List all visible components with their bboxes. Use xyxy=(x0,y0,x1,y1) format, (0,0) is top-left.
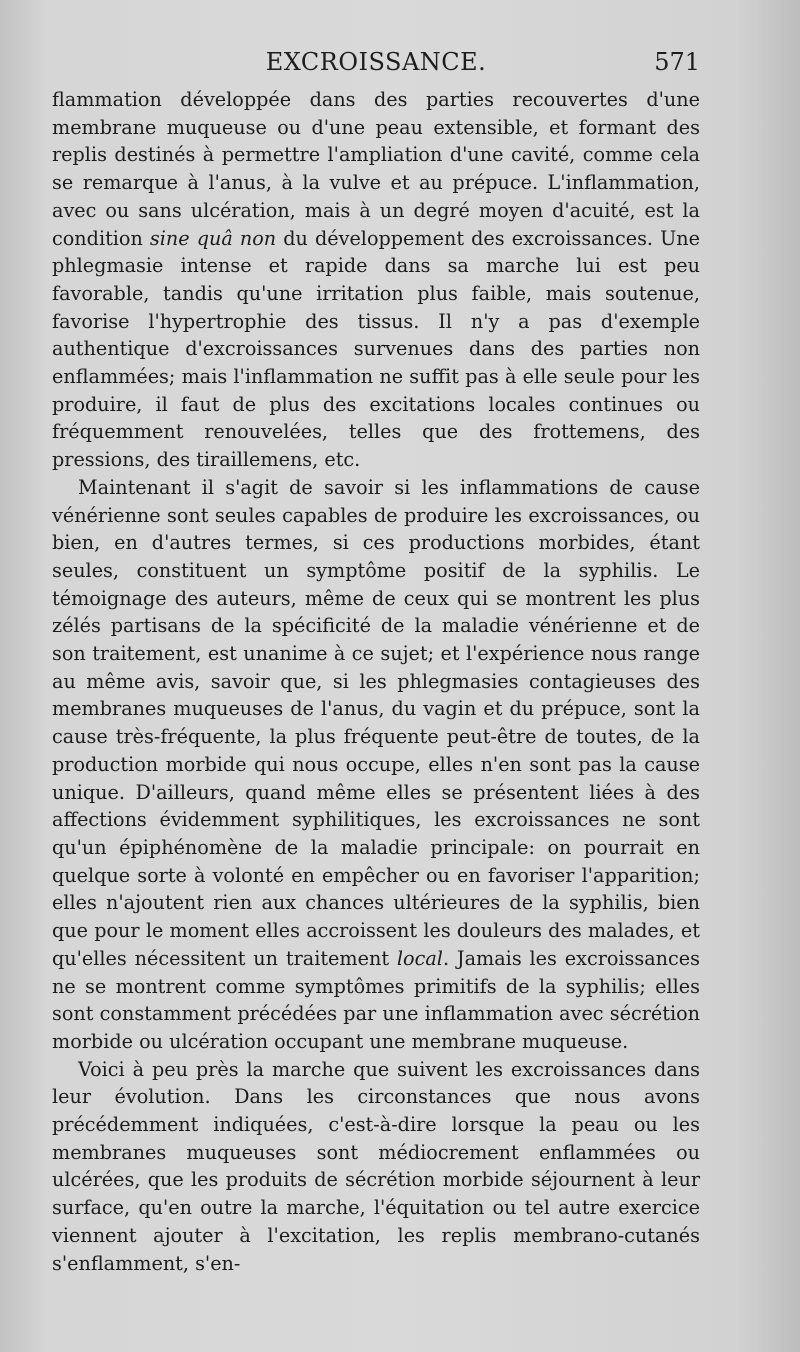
italic-phrase: sine quâ non xyxy=(149,226,277,250)
text-segment: Maintenant il s'agit de savoir si les inflammations de cause vénérienne sont seules capables de produire les excroissances, ou bien, en d'autres termes, si ces productions morbides, étant seules, constituent un symptôme positif de la syphilis. Le témoignage des auteurs, même de ceux qui se montrent les plus zélés partisans de la spécificité de la maladie vénérienne et de son traitement, est unanime à ce sujet; et l'expérience nous range au même avis, savoir que, si les phlegmasies contagieuses des membranes muqueuses de l'anus, du vagin et du prépuce, sont la cause très-fréquente, la plus fréquente peut-être de toutes, de la production morbide qui nous occupe, elles n'en sont pas la cause unique. D'ailleurs, quand même elles se présentent liées à des affections évidemment syphilitiques, les excroissances ne sont qu'un épiphénomène de la maladie principale: on pourrait en quelque sorte à volonté en empêcher ou en favoriser l'apparition; elles n'ajoutent rien aux chances ultérieures de la syphilis, bien que pour le moment elles accroissent les douleurs des malades, et qu'elles nécessitent un traitement xyxy=(52,475,700,970)
page-number: 571 xyxy=(654,48,700,76)
paragraph-1 xyxy=(52,86,700,474)
body-text xyxy=(52,86,700,1277)
text-segment: du développement des excroissances. Une phlegmasie intense et rapide dans sa marche lui est peu favorable, tandis qu'une irritation plus faible, mais soutenue, favorise l'hypertrophie des tissus. Il n'y a pas d'exemple authentique d'excroissances survenues dans des parties non enflammées; mais l'inflammation ne suffit pas à elle seule pour les produire, il faut de plus des excitations locales continues ou fréquemment renouvelées, telles que des frottemens, des pressions, des tiraillemens, etc. xyxy=(52,226,700,472)
running-title: EXCROISSANCE. xyxy=(265,48,487,76)
page-header xyxy=(52,44,700,84)
paragraph-2 xyxy=(52,474,700,1056)
text-segment: Voici à peu près la marche que suivent les excroissances dans leur évolution. Dans les circonstances que nous avons précédemment indiquées, c'est-à-dire lorsque la peau ou les membranes muqueuses sont médiocrement enflammées ou ulcérées, que les produits de sécrétion morbide séjournent à leur surface, qu'en outre la marche, l'équitation ou tel autre exercice viennent ajouter à l'excitation, les replis membrano-cutanés s'enflamment, s'en- xyxy=(52,1057,700,1275)
paragraph-3 xyxy=(52,1056,700,1278)
text-segment: flammation développée dans des parties recouvertes d'une membrane muqueuse ou d'une peau extensible, et formant des replis destinés à permettre l'ampliation d'une cavité, comme cela se remarque à l'anus, à la vulve et au prépuce. L'inflammation, avec ou sans ulcération, mais à un degré moyen d'acuité, est la condition xyxy=(52,88,700,250)
italic-word: local xyxy=(396,946,443,970)
text-segment: . Jamais les excroissances ne se montrent comme symptômes primitifs de la syphilis; elles sont constamment précédées par une inflammation avec sécrétion morbide ou ulcération occupant une membrane muqueuse. xyxy=(52,946,700,1053)
